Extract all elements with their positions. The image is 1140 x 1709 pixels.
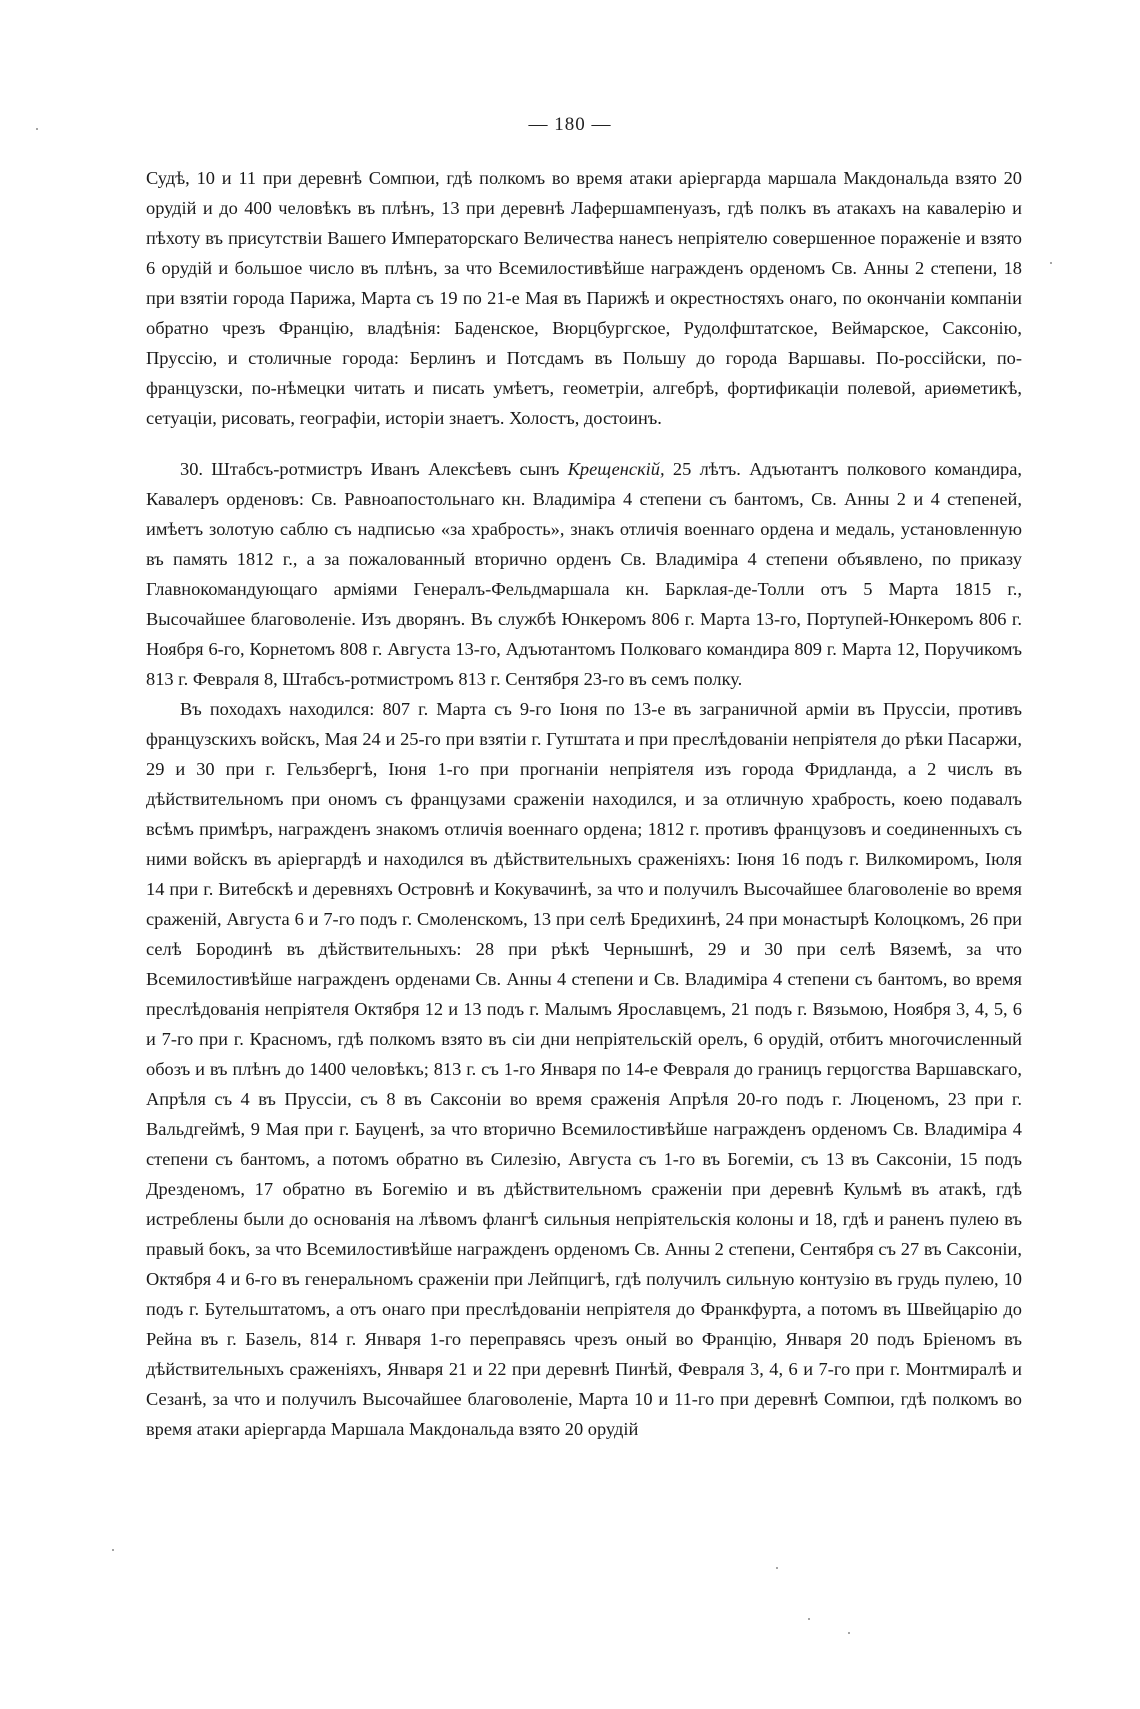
- scan-speck: [848, 1632, 850, 1634]
- entry-prefix: 30. Штабсъ-ротмистръ Иванъ Алексѣевъ сынъ: [180, 459, 568, 479]
- page-body: [146, 163, 1022, 1444]
- scan-speck: [1050, 262, 1052, 264]
- person-name: Крещенскій,: [567, 459, 665, 479]
- page-number: — 180 —: [528, 114, 612, 135]
- scan-speck: [112, 1549, 114, 1551]
- entry-text: 25 лѣтъ. Адъютантъ полкового командира, Кавалеръ орденовъ: Св. Равноапостольнаго кн. Владиміра 4 степени съ бантомъ, Св. Анны 2 и 4 степеней, имѣетъ золотую саблю съ надписью «за храбрость», знакъ отличія военнаго ордена и медаль, установленную въ память 1812 г., а за пожалованный вторично орденъ Св. Владиміра 4 степени объявлено, по приказу Главнокомандующаго арміями Генералъ-Фельдмаршала кн. Барклая-де-Толли отъ 5 Марта 1815 г., Высочайшее благоволеніе. Изъ дворянъ. Въ службѣ Юнкеромъ 806 г. Марта 13-го, Портупей-Юнкеромъ 806 г. Ноября 6-го, Корнетомъ 808 г. Августа 13-го, Адъютантомъ Полковаго командира 809 г. Марта 12, Поручикомъ 813 г. Февраля 8, Штабсъ-ротмистромъ 813 г. Сентября 23-го въ семъ полку.: [146, 459, 1022, 689]
- paragraph-continuation: Судѣ, 10 и 11 при деревнѣ Сомпюи, гдѣ полкомъ во время атаки аріергарда маршала Макдональда взято 20 орудій и до 400 человѣкъ въ плѣнъ, 13 при деревнѣ Лафершампенуазъ, гдѣ полкъ въ атакахъ на кавалерію и пѣхоту въ присутствіи Вашего Императорскаго Величества нанесъ непріятелю совершенное пораженіе и взято 6 орудій и большое число въ плѣнъ, за что Всемилостивѣйше награжденъ орденомъ Св. Анны 2 степени, 18 при взятіи города Парижа, Марта съ 19 по 21-е Мая въ Парижѣ и окрестностяхъ онаго, по окончаніи компаніи обратно чрезъ Францію, владѣнія: Баденское, Вюрцбургское, Рудолфштатское, Веймарское, Саксонію, Пруссію, и столичные города: Берлинъ и Потсдамъ въ Польшу до города Варшавы. По-россійски, по-французски, по-нѣмецки читать и писать умѣетъ, геометріи, алгебрѣ, фортификаціи полевой, ариѳметикѣ, сетуаціи, рисовать, географіи, исторіи знаетъ. Холостъ, достоинъ.: [146, 168, 1022, 428]
- paragraph-campaigns: Въ походахъ находился: 807 г. Марта съ 9-го Іюня по 13-е въ заграничной арміи въ Пруссіи, противъ французскихъ войскъ, Мая 24 и 25-го при взятіи г. Гутштата и при преслѣдованіи непріятеля до рѣки Пасаржи, 29 и 30 при г. Гельзбергѣ, Іюня 1-го при прогнаніи непріятеля изъ города Фридланда, а 2 числъ въ дѣйствительномъ при ономъ съ французами сраженіи находился, и за отличную храбрость, коею подавалъ всѣмъ примѣръ, награжденъ знакомъ отличія военнаго ордена; 1812 г. противъ французовъ и соединенныхъ съ ними войскъ въ аріергардѣ и находился въ дѣйствительныхъ сраженіяхъ: Іюня 16 подъ г. Вилкомиромъ, Іюля 14 при г. Витебскѣ и деревняхъ Островнѣ и Кокувачинѣ, за что и получилъ Высочайшее благоволеніе во время сраженій, Августа 6 и 7-го подъ г. Смоленскомъ, 13 при селѣ Бредихинѣ, 24 при монастырѣ Колоцкомъ, 26 при селѣ Бородинѣ въ дѣйствительныхъ: 28 при рѣкѣ Чернышнѣ, 29 и 30 при селѣ Вяземѣ, за что Всемилостивѣйше награжденъ орденами Св. Анны 4 степени и Св. Владиміра 4 степени съ бантомъ, во время преслѣдованія непріятеля Октября 12 и 13 подъ г. Малымъ Ярославцемъ, 21 подъ г. Вязьмою, Ноября 3, 4, 5, 6 и 7-го при г. Красномъ, гдѣ полкомъ взято въ сіи дни непріятельскій орелъ, 6 орудій, отбитъ многочисленный обозъ и въ плѣнъ до 1400 человѣкъ; 813 г. съ 1-го Января по 14-е Февраля до границъ герцогства Варшавскаго, Апрѣля съ 4 въ Пруссіи, съ 8 въ Саксоніи во время сраженія Апрѣля 20-го подъ г. Люценомъ, 23 при г. Вальдгеймѣ, 9 Мая при г. Бауценѣ, за что вторично Всемилостивѣйше награжденъ орденомъ Св. Владиміра 4 степени съ бантомъ, а потомъ обратно въ Силезію, Августа съ 1-го въ Богеміи, съ 13 въ Саксоніи, 15 подъ Дрезденомъ, 17 обратно въ Богемію и въ дѣйствительномъ сраженіи при деревнѣ Кульмѣ въ атакѣ, гдѣ истреблены были до основанія на лѣвомъ флангѣ сильныя непріятельскія колоны и 18, гдѣ и раненъ пулею въ правый бокъ, за что Всемилостивѣйше награжденъ орденомъ Св. Анны 2 степени, Сентября съ 27 въ Саксоніи, Октября 4 и 6-го въ генеральномъ сраженіи при Лейпцигѣ, гдѣ получилъ сильную контузію въ грудь пулею, 10 подъ г. Бутельштатомъ, а отъ онаго при преслѣдованіи непріятеля до Франкфурта, а потомъ въ Швейцарію до Рейна въ г. Базель, 814 г. Января 1-го переправясь чрезъ оный во Францію, Января 20 подъ Бріеномъ въ дѣйствительныхъ сраженіяхъ, Января 21 и 22 при деревнѣ Пинѣй, Февраля 3, 4, 6 и 7-го при г. Монтмиралѣ и Сезанѣ, за что и получилъ Высочайшее благоволеніе, Марта 10 и 11-го при деревнѣ Сомпюи, гдѣ полкомъ во время атаки аріергарда Маршала Макдональда взято 20 орудій: [146, 699, 1022, 1439]
- scan-speck: [36, 128, 38, 130]
- paragraph-entry-30: [146, 454, 1022, 694]
- scan-speck: [808, 1618, 810, 1620]
- scan-speck: [776, 1567, 778, 1569]
